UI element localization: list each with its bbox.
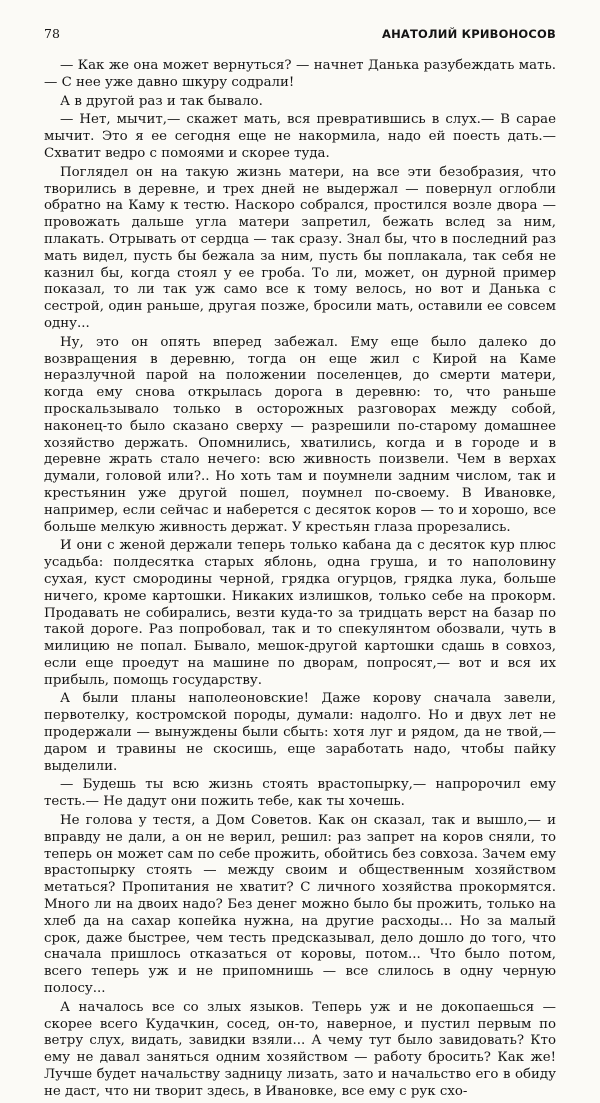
paragraph: Ну, это он опять вперед забежал. Ему еще было далеко до возвращения в деревню, тогда он еще жил с Кирой на Каме неразлучной парой на положении поселенцев, до смерти матери, когда ему снова открылась дорога в деревню: то, что раньше проскальзывало только в осторожных разговорах между собой, наконец-то было сказано сверху — разрешили по-старому домашнее хозяйство держать. Опомнились, хватились, когда и в городе и в деревне жрать стало нечего: всю живность поизвели. Чем в верхах думали, головой или?.. Но хоть там и поумнели задним числом, так и крестьянин уже другой пошел, поумнел по-своему. В Ивановке, например, если сейчас и наберется с десяток коров — то и хорошо, все больше мелкую живность держат. У крестьян глаза прорезались. (44, 334, 556, 535)
paragraph: А были планы наполеоновские! Даже корову сначала завели, первотелку, костромской породы, думали: надолго. Но и двух лет не продержали — вынуждены были сбыть: хотя луг и рядом, да не твой,— даром и травины не скосишь, еще заработать надо, чтобы пайку выделили. (44, 691, 556, 774)
paragraph: — Нет, мычит,— скажет мать, вся превратившись в слух.— В сарае мычит. Это я ее сегодня еще не накормила, надо ей поесть дать.— Схватит ведро с помоями и скорее туда. (44, 112, 556, 161)
running-head-author: АНАТОЛИЙ КРИВОНОСОВ (381, 27, 556, 41)
paragraph: Поглядел он на такую жизнь матери, на все эти безобразия, что творились в деревне, и трех дней не выдержал — повернул оглобли обратно на Каму к тестю. Наскоро собрался, простился возле двора — провожать дальше угла матери запретил, бежать вслед за ним, плакать. Отрывать от сердца — так сразу. Знал бы, что в последний раз мать видел, пусть бы бежала за ним, пусть бы поплакала, так себя не казнил бы, когда стоял у ее гроба. То ли, может, он дурной пример показал, то ли так уж само все к тому велось, но вот и Данька с сестрой, один раньше, другая позже, бросили мать, оставили ее совсем одну... (44, 164, 556, 331)
body-text (44, 58, 556, 1101)
paragraph: Не голова у тестя, а Дом Советов. Как он сказал, так и вышло,— и вправду не дали, а он не верил, решил: раз запрет на коров сняли, то теперь он может сам по себе прожить, обойтись без совхоза. Зачем ему врастопырку стоять — между своим и общественным хозяйством метаться? Пропитания не хватит? С личного хозяйства прокормятся. Много ли на двоих надо? Без денег можно было бы прожить, только на хлеб да на сахар копейка нужна, на другие расходы... Но за малый срок, даже быстрее, чем тесть предсказывал, дело дошло до того, что сначала пришлось отказаться от коровы, потом... Что было потом, всего теперь уж и не припомнишь — все слилось в одну черную полосу... (44, 813, 556, 997)
page-number: 78 (44, 26, 60, 41)
paragraph: А началось все со злых языков. Теперь уж и не докопаешься — скорее всего Кудачкин, сосед, он-то, наверное, и пустил первым по ветру слух, видать, завидки взяли... А чему тут было завидовать? Кто ему не давал заняться одним хозяйством — работу бросить? Как же! Лучше будет начальству задницу лизать, зато и начальство его в обиду не даст, что ни творит здесь, в Ивановке, все ему с рук схо- (44, 999, 556, 1099)
page-header (44, 26, 556, 52)
paragraph: — Как же она может вернуться? — начнет Данька разубеждать мать.— С нее уже давно шкуру содрали! (44, 58, 556, 90)
paragraph: — Будешь ты всю жизнь стоять врастопырку,— напророчил ему тесть.— Не дадут они пожить тебе, как ты хочешь. (44, 777, 556, 810)
book-page (44, 26, 556, 1103)
paragraph: А в другой раз и так бывало. (60, 93, 263, 109)
paragraph: И они с женой держали теперь только кабана да с десяток кур плюс усадьба: полдесятка старых яблонь, одна груша, и то наполовину сухая, куст смородины черной, грядка огурцов, грядка лука, больше ничего, кроме картошки. Никаких излишков, только себе на прокорм. Продавать не собирались, везти куда-то за тридцать верст на базар по такой дороге. Раз попробовал, так и то спекулянтом обозвали, чуть в милицию не попал. Бывало, мешок-другой картошки сдашь в совхоз, если еще проедут на машине по дворам, попросят,— вот и вся их прибыль, помощь государству. (44, 538, 556, 688)
